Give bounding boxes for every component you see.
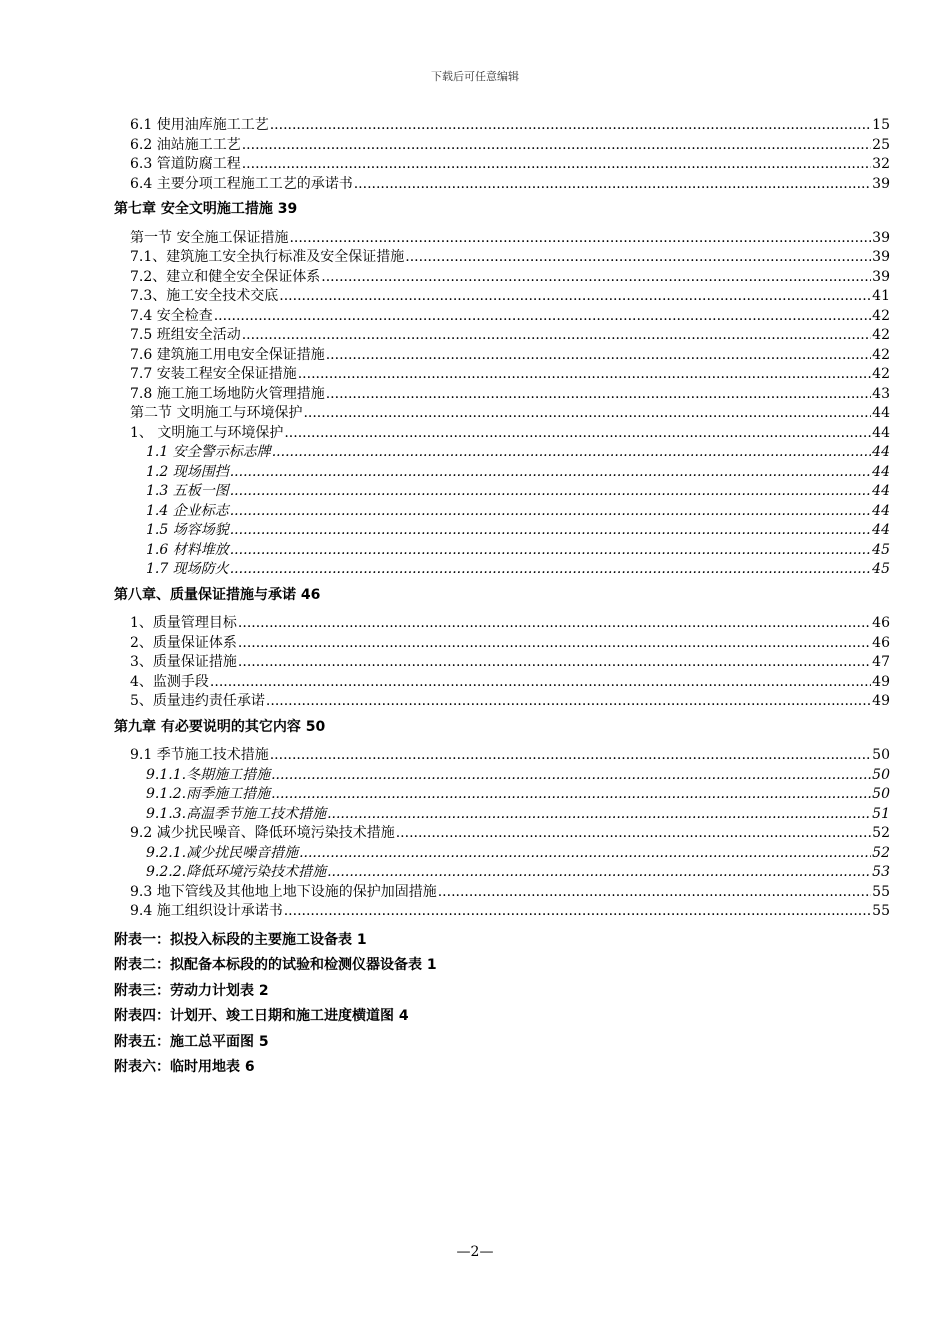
page-header: 下载后可任意编辑 (431, 70, 519, 83)
toc-entry-label: 1、 文明施工与环境保护 (130, 424, 284, 441)
toc-entry-label: 4、监测手段 (130, 673, 209, 690)
toc-leader (354, 175, 871, 195)
toc-entry[interactable] (114, 404, 890, 424)
toc-page-number: 39 (872, 175, 890, 192)
toc-entry[interactable] (114, 175, 890, 195)
toc-entry-label: 7.2、建立和健全安全保证体系 (130, 268, 321, 285)
toc-entry-label: 第二节 文明施工与环境保护 (130, 405, 303, 421)
toc-entry-label: 1.4 企业标志 (146, 502, 229, 519)
toc-page-number: 55 (872, 883, 890, 900)
toc-entry-label: 7.4 安全检查 (130, 307, 213, 324)
toc-leader (230, 521, 871, 541)
toc-page-number: 52 (872, 844, 890, 861)
toc-entry-label: 第一节 安全施工保证措施 (130, 229, 289, 246)
toc-entry[interactable] (114, 365, 890, 385)
toc-entry-label: 9.2.1.减少扰民噪音措施 (146, 844, 299, 861)
toc-page-number: 45 (872, 561, 890, 577)
toc-leader (238, 614, 871, 634)
toc-page-number: 52 (872, 825, 890, 841)
toc-page-number: 44 (872, 405, 890, 421)
toc-entry-label: 5、质量违约责任承诺 (130, 693, 265, 709)
toc-entry-label: 1.5 场容场貌 (146, 522, 229, 538)
toc-leader (438, 883, 871, 903)
toc-subentry[interactable] (114, 541, 890, 561)
toc-entry[interactable] (114, 248, 890, 268)
toc-leader (299, 844, 871, 864)
chapter-heading-9[interactable]: 第九章 有必要说明的其它内容 50 (114, 718, 326, 735)
toc-page-number: 42 (872, 346, 890, 363)
toc-entry-label: 9.3 地下管线及其他地上地下设施的保护加固措施 (130, 883, 437, 900)
toc-subentry[interactable] (114, 785, 890, 805)
toc-entry[interactable] (114, 229, 890, 249)
toc-entry[interactable] (114, 883, 890, 903)
toc-page-number: 44 (872, 444, 890, 460)
toc-entry-label: 9.1.2.雨季施工措施 (146, 786, 271, 802)
toc-page-number: 45 (872, 541, 890, 558)
toc-subentry[interactable] (114, 560, 890, 580)
toc-leader (327, 805, 871, 825)
toc-leader (230, 541, 871, 561)
toc-subentry[interactable] (114, 502, 890, 522)
toc-leader (270, 116, 871, 136)
toc-page-number: 25 (872, 136, 890, 153)
toc-leader (405, 248, 871, 268)
appendix-entry[interactable]: 附表一：拟投入标段的主要施工设备表 1 (114, 931, 367, 948)
toc-leader (279, 287, 871, 307)
toc-subentry[interactable] (114, 482, 890, 502)
toc-subentry[interactable] (114, 805, 890, 825)
toc-subentry[interactable] (114, 443, 890, 463)
toc-page-number: 15 (872, 117, 890, 133)
chapter-heading-8[interactable]: 第八章、质量保证措施与承诺 46 (114, 586, 321, 603)
toc-entry[interactable] (114, 346, 890, 366)
toc-page-number: 44 (872, 483, 890, 499)
toc-entry-label: 9.1 季节施工技术措施 (130, 747, 269, 763)
toc-leader (289, 229, 871, 249)
toc-entry-label: 1.1 安全警示标志牌 (146, 444, 271, 460)
toc-entry-label: 9.2 减少扰民噪音、降低环境污染技术措施 (130, 825, 395, 841)
toc-entry[interactable] (114, 116, 890, 136)
toc-page-number: 47 (872, 654, 890, 670)
toc-entry[interactable] (114, 692, 890, 712)
toc-leader (242, 155, 871, 175)
toc-entry[interactable] (114, 673, 890, 693)
toc-page-number: 39 (872, 268, 890, 285)
toc-entry-label: 6.3 管道防腐工程 (130, 156, 241, 172)
toc-entry-label: 6.2 油站施工工艺 (130, 136, 241, 153)
toc-entry-label: 1.6 材料堆放 (146, 541, 229, 558)
toc-entry[interactable] (114, 136, 890, 156)
toc-entry-label: 9.4 施工组织设计承诺书 (130, 903, 283, 919)
chapter-heading-7[interactable]: 第七章 安全文明施工措施 39 (114, 201, 298, 217)
toc-page-number: 46 (872, 615, 890, 631)
toc-leader (284, 424, 871, 444)
toc-leader (271, 766, 871, 786)
toc-leader (242, 136, 871, 156)
toc-entry-label: 7.8 施工施工场地防火管理措施 (130, 385, 325, 402)
toc-leader (270, 746, 871, 766)
toc-entry[interactable] (114, 634, 890, 654)
toc-leader (230, 560, 871, 580)
toc-leader (214, 307, 871, 327)
appendix-entry[interactable]: 附表四：计划开、竣工日期和施工进度横道图 4 (114, 1008, 409, 1024)
toc-page-number: 55 (872, 903, 890, 919)
toc-entry-label: 7.3、施工安全技术交底 (130, 288, 279, 304)
toc-page-number: 41 (872, 288, 890, 304)
toc-entry[interactable] (114, 902, 890, 922)
toc-entry[interactable] (114, 614, 890, 634)
toc-leader (327, 863, 871, 883)
toc-leader (230, 482, 871, 502)
appendix-entry[interactable]: 附表三：劳动力计划表 2 (114, 982, 269, 999)
toc-page-number: 44 (872, 424, 890, 441)
toc-page-number: 39 (872, 229, 890, 246)
toc-page-number: 44 (872, 463, 890, 480)
appendix-entry[interactable]: 附表六：临时用地表 6 (114, 1059, 255, 1075)
toc-page-number: 50 (872, 747, 890, 763)
toc-entry-label: 6.1 使用油库施工工艺 (130, 117, 269, 133)
toc-subentry[interactable] (114, 863, 890, 883)
toc-subentry[interactable] (114, 521, 890, 541)
toc-page-number: 51 (872, 805, 890, 822)
toc-page-number: 53 (872, 864, 890, 880)
toc-page-number: 44 (872, 502, 890, 519)
toc-entry[interactable] (114, 268, 890, 288)
toc-leader (272, 443, 871, 463)
toc-entry-label: 7.6 建筑施工用电安全保证措施 (130, 346, 325, 363)
toc-subentry[interactable] (114, 844, 890, 864)
toc-leader (230, 463, 871, 483)
toc-page-number: 42 (872, 366, 890, 382)
toc-page-number: 49 (872, 693, 890, 709)
toc-page-number: 42 (872, 327, 890, 343)
toc-leader (326, 346, 871, 366)
toc-leader (326, 385, 871, 405)
toc-leader (298, 365, 871, 385)
toc-entry-label: 7.5 班组安全活动 (130, 327, 241, 343)
toc-page-number: 32 (872, 156, 890, 172)
toc-entry-label: 7.7 安装工程安全保证措施 (130, 366, 297, 382)
toc-leader (238, 634, 871, 654)
toc-entry[interactable] (114, 424, 890, 444)
toc-entry-label: 1.7 现场防火 (146, 561, 229, 577)
table-of-contents (114, 116, 890, 1084)
toc-leader (242, 326, 871, 346)
toc-entry-label: 3、质量保证措施 (130, 654, 237, 670)
toc-leader (238, 653, 871, 673)
toc-page-number: 50 (872, 766, 890, 783)
toc-entry-label: 7.1、建筑施工安全执行标准及安全保证措施 (130, 249, 405, 265)
toc-entry-label: 6.4 主要分项工程施工工艺的承诺书 (130, 175, 353, 192)
toc-entry[interactable] (114, 155, 890, 175)
toc-entry-label: 2、质量保证体系 (130, 634, 237, 651)
toc-entry-label: 1、质量管理目标 (130, 615, 237, 631)
toc-entry[interactable] (114, 385, 890, 405)
toc-entry-label: 9.2.2.降低环境污染技术措施 (146, 864, 327, 880)
toc-entry[interactable] (114, 326, 890, 346)
toc-leader (321, 268, 871, 288)
toc-page-number: 42 (872, 307, 890, 324)
toc-page-number: 49 (872, 673, 890, 690)
toc-leader (210, 673, 871, 693)
toc-entry[interactable] (114, 653, 890, 673)
toc-entry-label: 9.1.1.冬期施工措施 (146, 766, 271, 783)
toc-leader (271, 785, 871, 805)
toc-subentry[interactable] (114, 766, 890, 786)
toc-leader (230, 502, 871, 522)
toc-page-number: 39 (872, 249, 890, 265)
toc-page-number: 44 (872, 522, 890, 538)
toc-page-number: 50 (872, 786, 890, 802)
toc-page-number: 43 (872, 385, 890, 402)
toc-subentry[interactable] (114, 463, 890, 483)
page-number-footer: —2— (456, 1244, 494, 1260)
toc-entry[interactable] (114, 287, 890, 307)
toc-leader (284, 902, 871, 922)
toc-page-number: 46 (872, 634, 890, 651)
toc-leader (303, 404, 871, 424)
appendix-entry[interactable]: 附表二：拟配备本标段的的试验和检测仪器设备表 1 (114, 957, 437, 973)
toc-entry[interactable] (114, 824, 890, 844)
toc-entry[interactable] (114, 307, 890, 327)
toc-leader (396, 824, 871, 844)
toc-entry-label: 1.2 现场围挡 (146, 463, 229, 480)
toc-entry[interactable] (114, 746, 890, 766)
toc-leader (266, 692, 871, 712)
toc-entry-label: 9.1.3.高温季节施工技术措施 (146, 805, 327, 822)
toc-entry-label: 1.3 五板一图 (146, 483, 229, 499)
appendix-entry[interactable]: 附表五：施工总平面图 5 (114, 1033, 269, 1050)
